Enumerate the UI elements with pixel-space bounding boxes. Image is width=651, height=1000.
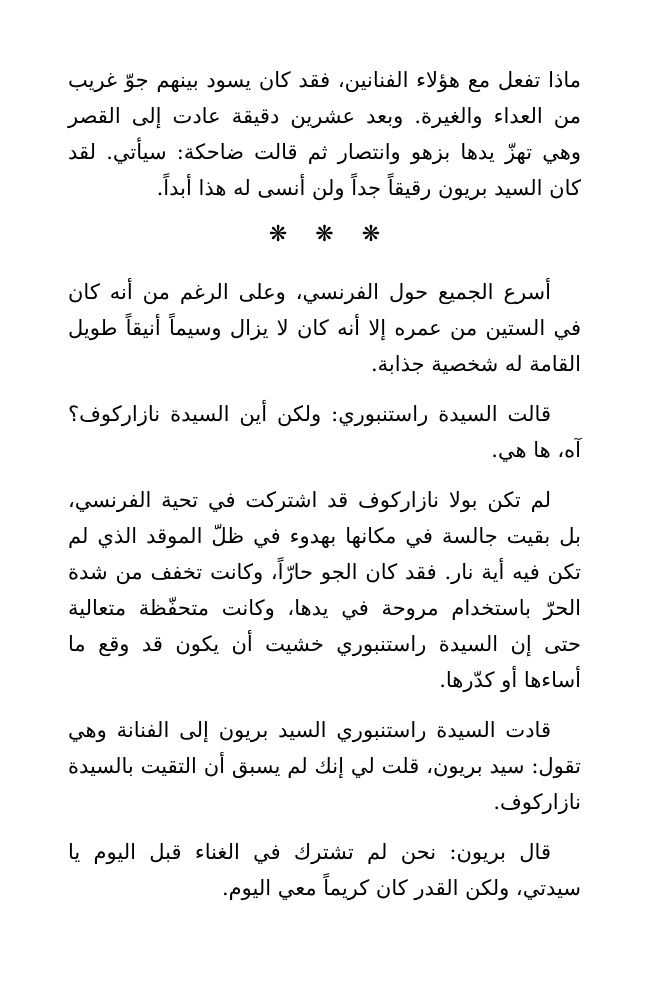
paragraph: قال بريون: نحن لم تشترك في الغناء قبل اليوم يا سيدتي، ولكن القدر كان كريماً معي اليوم.	[68, 840, 581, 900]
paragraph-continuation: ماذا تفعل مع هؤلاء الفنانين، فقد كان يسود بينهم جوّ غريب من العداء والغيرة. وبعد عشرين دقيقة عادت إلى القصر وهي تهزّ يدها بزهو وانتصار ثم قالت ضاحكة: سيأتي. لقد كان السيد بريون رقيقاً جداً ولن أنسى له هذا أبداً.	[68, 68, 581, 200]
asterism-icon: ❋	[268, 222, 288, 247]
paragraph: لم تكن بولا نازاركوف قد اشتركت في تحية الفرنسي، بل بقيت جالسة في مكانها بهدوء في ظلّ الموقد الذي لم تكن فيه أية نار. فقد كان الجو حارّاً، وكانت تخفف من شدة الحرّ باستخدام مروحة في يدها، وكانت متحفّظة متعالية حتى إن السيدة راستنبوري خشيت أن يكون قد وقع ما أساءها أو كدّرها.	[68, 488, 581, 692]
paragraph: قالت السيدة راستنبوري: ولكن أين السيدة نازاركوف؟ آه، ها هي.	[68, 402, 581, 462]
asterism-icon: ❋	[361, 222, 381, 247]
asterism-icon: ❋	[315, 222, 334, 247]
paragraph: أسرع الجميع حول الفرنسي، وعلى الرغم من أنه كان في الستين من عمره إلا أنه كان لا يزال وسيماً أنيقاً طويل القامة له شخصية جذابة.	[68, 280, 581, 376]
section-separator	[68, 220, 581, 250]
paragraph: قادت السيدة راستنبوري السيد بريون إلى الفنانة وهي تقول: سيد بريون، قلت لي إنك لم يسبق أن التقيت بالسيدة نازاركوف.	[68, 718, 581, 814]
